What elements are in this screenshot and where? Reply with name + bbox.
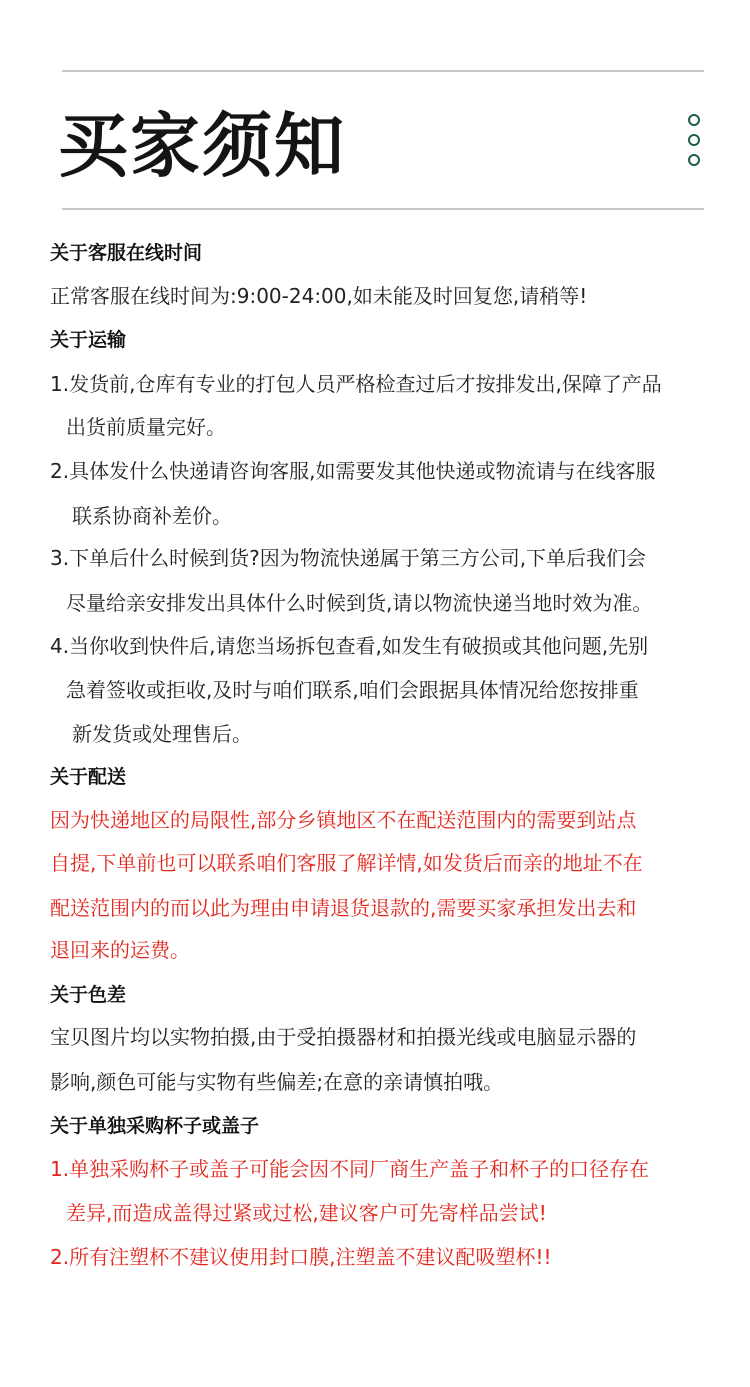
section-heading-shipping: 关于运输 [50, 329, 127, 351]
shipping-item-3-line-1: 3.下单后什么时候到货?因为物流快递属于第三方公司,下单后我们会 [50, 546, 647, 570]
section-heading-service: 关于客服在线时间 [50, 242, 203, 264]
separate-item-1-line-2: 差异,而造成盖得过紧或过松,建议客户可先寄样品尝试! [66, 1201, 547, 1225]
shipping-item-4-line-1: 4.当你收到快件后,请您当场拆包查看,如发生有破损或其他问题,先别 [50, 634, 649, 658]
shipping-item-2-line-1: 2.具体发什么快递请咨询客服,如需要发其他快递或物流请与在线客服 [50, 459, 656, 483]
shipping-item-1-line-1: 1.发货前,仓库有专业的打包人员严格检查过后才按排发出,保障了产品 [50, 372, 662, 396]
delivery-line-1: 因为快递地区的局限性,部分乡镇地区不在配送范围内的需要到站点 [50, 808, 637, 832]
section-heading-color: 关于色差 [50, 984, 127, 1006]
title-divider [62, 208, 704, 210]
dot-bottom [688, 154, 700, 166]
delivery-line-4: 退回来的运费。 [50, 938, 190, 962]
dot-middle [688, 134, 700, 146]
color-line-1: 宝贝图片均以实物拍摄,由于受拍摄器材和拍摄光线或电脑显示器的 [50, 1025, 637, 1049]
shipping-item-4-line-2: 急着签收或拒收,及时与咱们联系,咱们会跟据具体情况给您按排重 [66, 678, 639, 702]
delivery-line-3: 配送范围内的而以此为理由申请退货退款的,需要买家承担发出去和 [50, 896, 637, 920]
shipping-item-4-line-3: 新发货或处理售后。 [72, 722, 252, 746]
top-divider [62, 70, 704, 72]
delivery-line-2: 自提,下单前也可以联系咱们客服了解详情,如发货后而亲的地址不在 [50, 851, 643, 875]
shipping-item-2-line-2: 联系协商补差价。 [72, 504, 232, 528]
separate-item-2-line-1: 2.所有注塑杯不建议使用封口膜,注塑盖不建议配吸塑杯!! [50, 1245, 552, 1269]
section-heading-delivery: 关于配送 [50, 766, 127, 788]
service-hours-text: 正常客服在线时间为:9:00-24:00,如未能及时回复您,请稍等! [50, 284, 588, 308]
color-line-2: 影响,颜色可能与实物有些偏差;在意的亲请慎拍哦。 [50, 1070, 504, 1094]
separate-item-1-line-1: 1.单独采购杯子或盖子可能会因不同厂商生产盖子和杯子的口径存在 [50, 1157, 650, 1181]
page-title: 买家须知 [58, 105, 346, 187]
more-dots-icon[interactable] [688, 114, 700, 170]
shipping-item-1-line-2: 出货前质量完好。 [66, 415, 226, 439]
section-heading-separate: 关于单独采购杯子或盖子 [50, 1115, 260, 1137]
shipping-item-3-line-2: 尽量给亲安排发出具体什么时候到货,请以物流快递当地时效为准。 [66, 591, 653, 615]
dot-top [688, 114, 700, 126]
